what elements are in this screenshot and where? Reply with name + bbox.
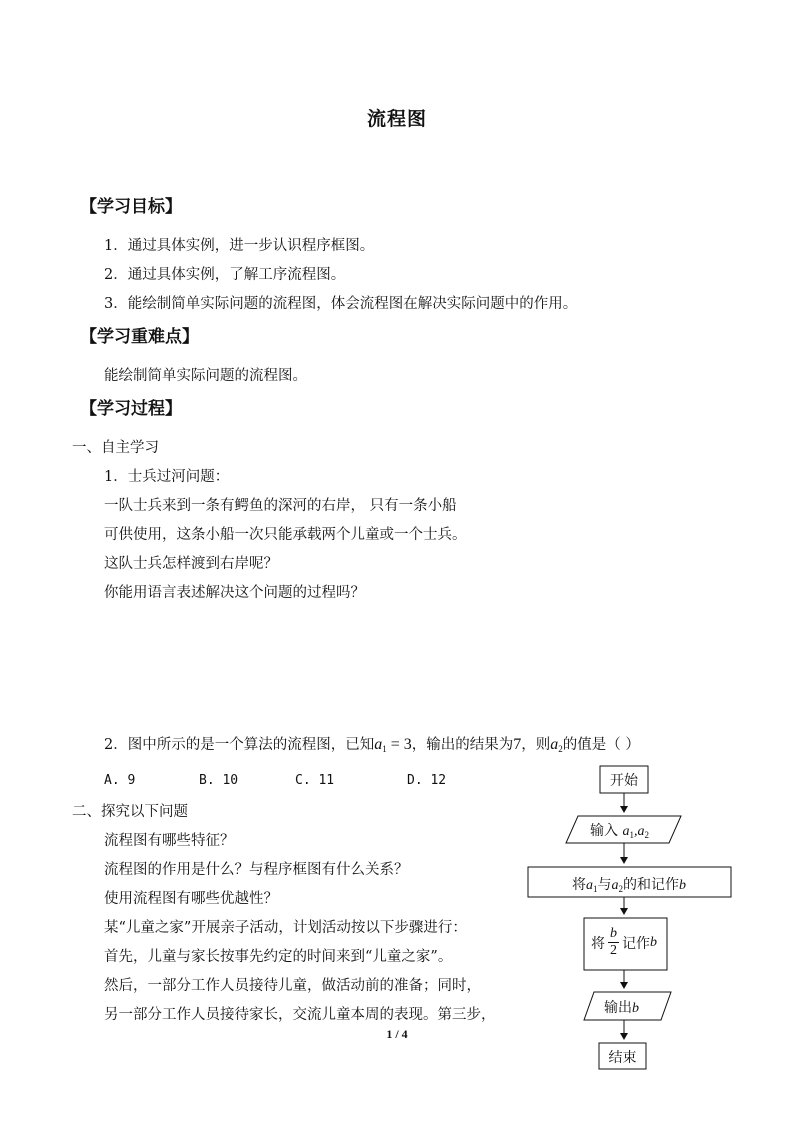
math-a2: $a_2$ xyxy=(550,736,563,754)
flow-step2-label: 将 b 2 记作 b xyxy=(591,926,657,958)
fraction: b 2 xyxy=(610,926,617,958)
part2-line: 流程图的作用是什么？与程序框图有什么关系？ xyxy=(104,862,409,878)
option-d: D. 12 xyxy=(407,773,447,788)
part2-heading: 二、探究以下问题 xyxy=(72,804,188,820)
goal-item: 2．通过具体实例，了解工序流程图。 xyxy=(104,267,346,283)
part2-line: 另一部分工作人员接待家长，交流儿童本周的表现。第三步， xyxy=(104,1007,496,1023)
question1-line: 这队士兵怎样渡到右岸呢？ xyxy=(104,556,278,572)
math-a1: $a_1 = 3$ xyxy=(374,736,412,754)
question1-line: 一队士兵来到一条有鳄鱼的深河的右岸， 只有一条小船 xyxy=(104,498,457,514)
section-heading-process: 【学习过程】 xyxy=(80,399,182,419)
option-c: C. 11 xyxy=(295,773,335,788)
option-a: A. 9 xyxy=(104,773,136,788)
option-b: B. 10 xyxy=(199,773,239,788)
part2-line: 流程图有哪些特征？ xyxy=(104,833,235,849)
part2-line: 使用流程图有哪些优越性？ xyxy=(104,891,278,907)
question1-line: 你能用语言表述解决这个问题的过程吗？ xyxy=(104,585,365,601)
math-seven: 7 xyxy=(513,736,522,753)
flow-start-label: 开始 xyxy=(610,773,638,789)
question2-mid2: ，则 xyxy=(521,737,551,753)
page-title: 流程图 xyxy=(366,108,427,130)
goal-item: 3．能绘制简单实际问题的流程图，体会流程图在解决实际问题中的作用。 xyxy=(104,296,578,312)
goal-item: 1．通过具体实例，进一步认识程序框图。 xyxy=(104,238,375,254)
section-heading-key: 【学习重难点】 xyxy=(80,327,199,347)
question2-mid: ，输出的结果为 xyxy=(411,737,514,753)
question1-line: 可供使用，这条小船一次只能承载两个儿童或一个士兵。 xyxy=(104,527,467,543)
section-heading-goals: 【学习目标】 xyxy=(80,197,182,217)
flow-step1-label: 将$a_1$与$a_2$的和记作b xyxy=(572,877,686,894)
page-number: 1 / 4 xyxy=(386,1027,408,1041)
flow-output-label: 输出b xyxy=(604,1000,639,1016)
flow-input-label: 输入 $a_1,a_2$ xyxy=(590,823,649,840)
question1-title: 1．士兵过河问题： xyxy=(104,469,230,485)
part2-line: 某“儿童之家”开展亲子活动，计划活动按以下步骤进行： xyxy=(104,920,467,936)
question2-prefix: 2．图中所示的是一个算法的流程图，已知 xyxy=(104,737,375,753)
part1-heading: 一、自主学习 xyxy=(72,440,159,456)
flow-end-label: 结束 xyxy=(608,1050,637,1066)
part2-line: 然后，一部分工作人员接待儿童，做活动前的准备；同时， xyxy=(104,978,481,994)
question2-suffix: 的值是（ ） xyxy=(562,737,640,753)
key-text: 能绘制简单实际问题的流程图。 xyxy=(104,368,307,384)
part2-line: 首先，儿童与家长按事先约定的时间来到“儿童之家”。 xyxy=(104,949,453,965)
